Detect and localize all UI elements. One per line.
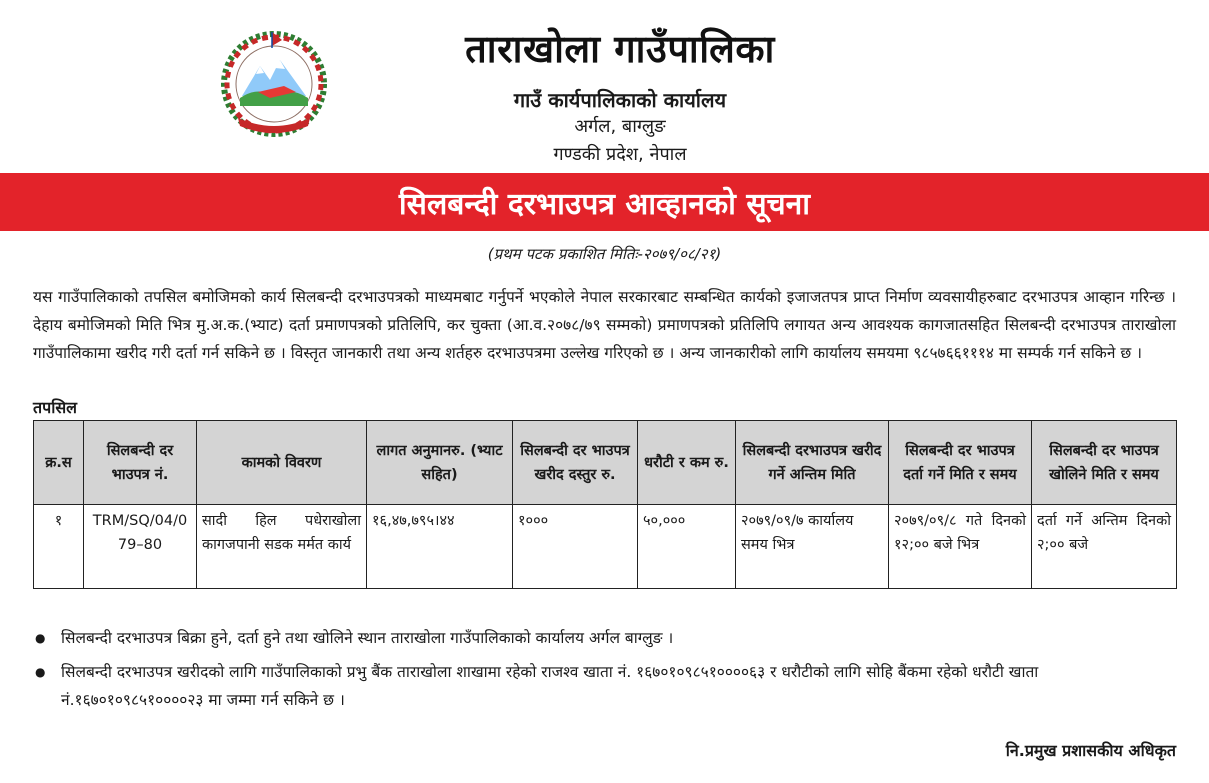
table-heading: तपसिल bbox=[33, 398, 78, 417]
header-deposit: धरौटी र कम रु. bbox=[638, 421, 736, 505]
header-sn: क्र.स bbox=[34, 421, 84, 505]
bid-details-table bbox=[33, 420, 1177, 589]
header-opening-datetime: सिलबन्दी दर भाउपत्र खोलिने मिति र समय bbox=[1032, 421, 1177, 505]
cell-opening-datetime: दर्ता गर्ने अन्तिम दिनको २;०० बजे bbox=[1032, 505, 1177, 589]
header-description: कामको विवरण bbox=[197, 421, 367, 505]
office-name: गाउँ कार्यपालिकाको कार्यालय bbox=[513, 88, 727, 112]
cell-sn: १ bbox=[34, 505, 84, 589]
address-line-2: गण्डकी प्रदेश, नेपाल bbox=[553, 144, 687, 165]
header-purchase-fee: सिलबन्दी दर भाउपत्र खरीद दस्तुर रु. bbox=[513, 421, 638, 505]
signatory-title: नि.प्रमुख प्रशासकीय अधिकृत bbox=[1005, 741, 1176, 760]
table-row bbox=[34, 505, 1177, 589]
cell-description: सादी हिल पधेराखोला कागजपानी सडक मर्मत कार्य bbox=[197, 505, 367, 589]
cell-last-purchase-date: २०७९/०९/७ कार्यालय समय भित्र bbox=[736, 505, 889, 589]
header-cost-estimate: लागत अनुमानरु. (भ्याट सहित) bbox=[367, 421, 513, 505]
notes-list bbox=[33, 624, 1176, 720]
notice-title: सिलबन्दी दरभाउपत्र आव्हानको सूचना bbox=[398, 186, 811, 222]
intro-paragraph: यस गाउँपालिकाको तपसिल बमोजिमको कार्य सिलबन्दी दरभाउपत्रको माध्यमबाट गर्नुपर्ने भएकोले नेपाल सरकारबाट सम्बन्धित कार्यको इजाजतपत्र प्राप्त निर्माण व्यवसायीहरुबाट दरभाउपत्र आव्हान गरिन्छ । देहाय बमोजिमको मिति भित्र मु.अ.क.(भ्याट) दर्ता प्रमाणपत्रको प्रतिलिपि, कर चुक्ता (आ.व.२०७८/७९ सम्मको) प्रमाणपत्रको प्रतिलिपि लगायत अन्य आवश्यक कागजातसहित सिलबन्दी दरभाउपत्र ताराखोला गाउँपालिकामा खरीद गरी दर्ता गर्न सकिने छ । विस्तृत जानकारी तथा अन्य शर्तहरु दरभाउपत्रमा उल्लेख गरिएको छ । अन्य जानकारीको लागि कार्यालय समयमा ९८५७६६१११४ मा सम्पर्क गर्न सकिने छ । bbox=[33, 288, 1176, 362]
table-header-row bbox=[34, 421, 1177, 505]
address-line-1: अर्गल, बाग्लुङ bbox=[574, 116, 666, 137]
list-item: ● सिलबन्दी दरभाउपत्र खरीदको लागि गाउँपालिकाको प्रभु बैंक ताराखोला शाखामा रहेको राजश्व खाता नं. १६७०१०९८५१००००६३ र धरौटीको लागि सोहि बैंकमा रहेको धरौटी खाता नं.१६७०१०९८५१००००२३ मा जम्मा गर्न सकिने छ । bbox=[33, 658, 1176, 714]
list-item: ● सिलबन्दी दरभाउपत्र बिक्रा हुने, दर्ता हुने तथा खोलिने स्थान ताराखोला गाउँपालिकाको कार्यालय अर्गल बाग्लुङ । bbox=[33, 624, 1176, 652]
municipality-title: ताराखोला गाउँपालिका bbox=[465, 27, 775, 71]
cell-purchase-fee: १००० bbox=[513, 505, 638, 589]
notice-banner bbox=[0, 173, 1209, 231]
cell-bid-no: TRM/SQ/04/079–80 bbox=[84, 505, 197, 589]
cell-deposit: ५०,००० bbox=[638, 505, 736, 589]
nepal-government-emblem-icon bbox=[218, 26, 330, 138]
cell-cost-estimate: १६,४७,७९५।४४ bbox=[367, 505, 513, 589]
publication-date: (प्रथम पटक प्रकाशित मितिः-२०७९/०८/२१) bbox=[487, 245, 722, 263]
cell-registration-datetime: २०७९/०९/८ गते दिनको १२;०० बजे भित्र bbox=[889, 505, 1032, 589]
header-last-purchase-date: सिलबन्दी दरभाउपत्र खरीद गर्ने अन्तिम मिति bbox=[736, 421, 889, 505]
header-registration-datetime: सिलबन्दी दर भाउपत्र दर्ता गर्ने मिति र समय bbox=[889, 421, 1032, 505]
header-bid-no: सिलबन्दी दर भाउपत्र नं. bbox=[84, 421, 197, 505]
